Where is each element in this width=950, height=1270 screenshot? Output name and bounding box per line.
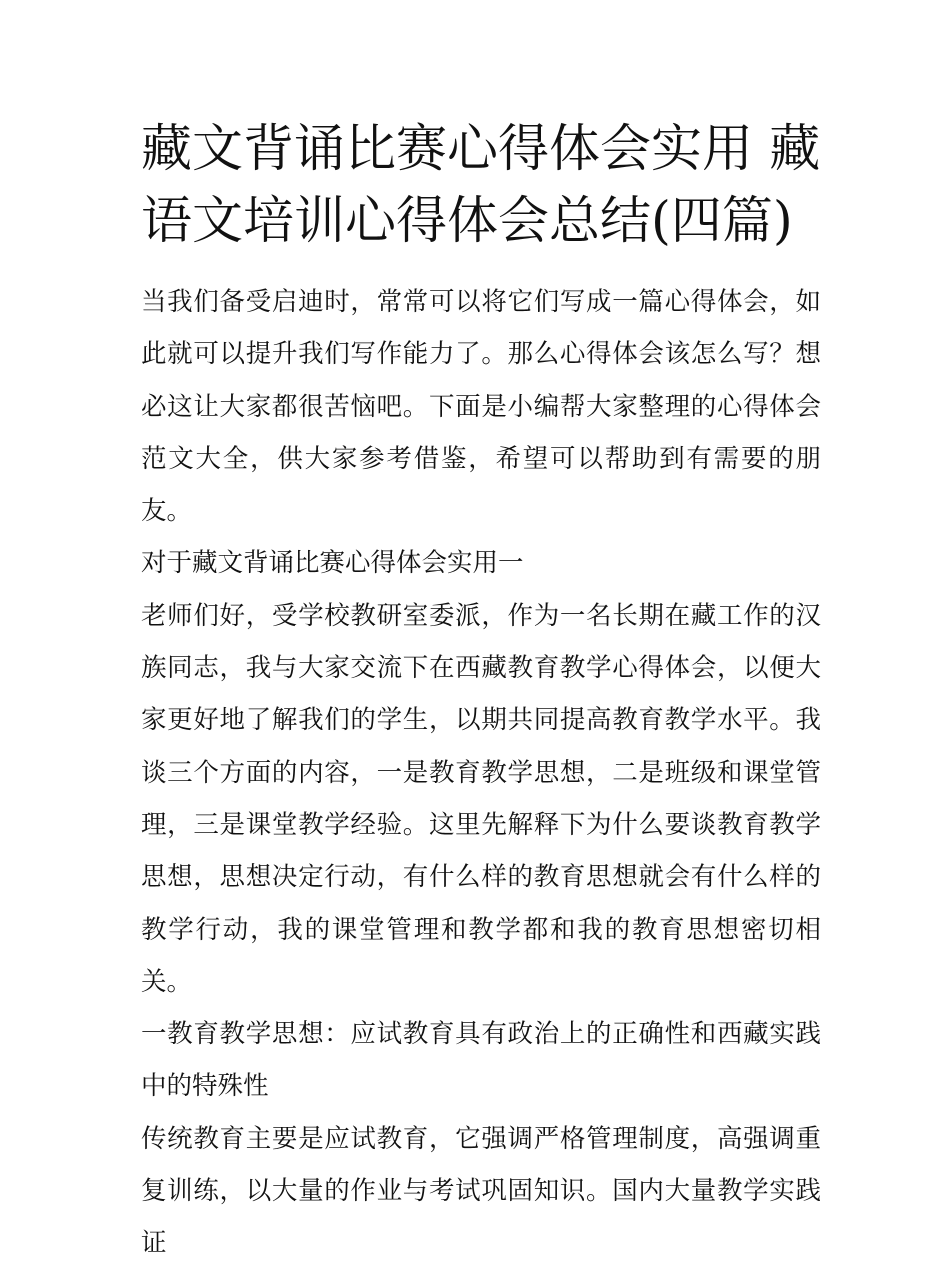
- body-paragraph: 传统教育主要是应试教育，它强调严格管理制度，高强调重复训练，以大量的作业与考试巩固知识。国内大量教学实践证: [141, 1123, 821, 1259]
- intro-paragraph: 当我们备受启迪时，常常可以将它们写成一篇心得体会，如此就可以提升我们写作能力了。那么心得体会该怎么写？想必这让大家都很苦恼吧。下面是小编帮大家整理的心得体会范文大全，供大家参考借鉴，希望可以帮助到有需要的朋友。: [141, 287, 821, 527]
- subsection-heading: 一教育教学思想：应试教育具有政治上的正确性和西藏实践中的特殊性: [141, 1019, 821, 1102]
- document-body: [141, 276, 821, 1270]
- body-paragraph: 老师们好，受学校教研室委派，作为一名长期在藏工作的汉族同志，我与大家交流下在西藏教育教学心得体会，以便大家更好地了解我们的学生，以期共同提高教育教学水平。我谈三个方面的内容，一是教育教学思想，二是班级和课堂管理，三是课堂教学经验。这里先解释下为什么要谈教育教学思想，思想决定行动，有什么样的教育思想就会有什么样的教学行动，我的课堂管理和教学都和我的教育思想密切相关。: [141, 600, 821, 997]
- document-title: 藏文背诵比赛心得体会实用 藏语文培训心得体会总结(四篇): [141, 120, 821, 251]
- section-heading: 对于藏文背诵比赛心得体会实用一: [141, 548, 524, 579]
